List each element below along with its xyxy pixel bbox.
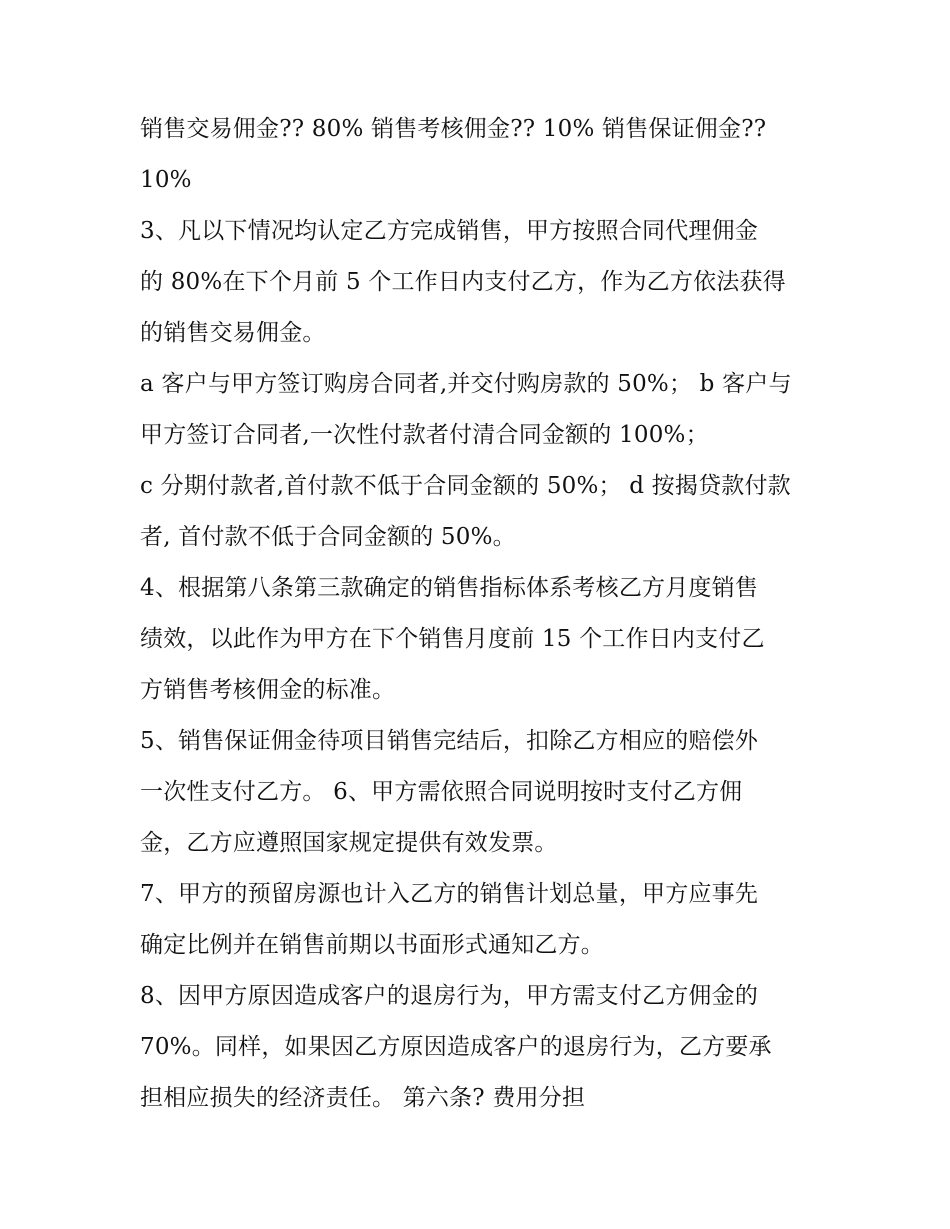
text-line: 担相应损失的经济责任。 第六条? 费用分担 [140, 1085, 586, 1111]
text-line: 8、因甲方原因造成客户的退房行为，甲方需支付乙方佣金的 [140, 983, 759, 1009]
text-line: 5、销售保证佣金待项目销售完结后，扣除乙方相应的赔偿外 [140, 728, 759, 754]
text-line: 3、凡以下情况均认定乙方完成销售，甲方按照合同代理佣金 [140, 218, 759, 244]
text-line: 7、甲方的预留房源也计入乙方的销售计划总量，甲方应事先 [140, 881, 759, 907]
text-line: 4、根据第八条第三款确定的销售指标体系考核乙方月度销售 [140, 575, 759, 601]
text-line: 70%。同样，如果因乙方原因造成客户的退房行为，乙方要承 [140, 1034, 772, 1060]
text-line: 甲方签订合同者,一次性付款者付清合同金额的 100%； [140, 422, 709, 448]
text-line: 者, 首付款不低于合同金额的 50%。 [140, 524, 516, 550]
text-line: 的销售交易佣金。 [140, 320, 326, 346]
text-line: 金，乙方应遵照国家规定提供有效发票。 [140, 830, 558, 856]
document-body [140, 104, 830, 1124]
text-line: 10% [140, 167, 192, 193]
text-line: 销售交易佣金?? 80% 销售考核佣金?? 10% 销售保证佣金?? [140, 116, 767, 142]
text-line: 方销售考核佣金的标准。 [140, 677, 396, 703]
text-line: c 分期付款者,首付款不低于合同金额的 50%； d 按揭贷款付款 [140, 473, 791, 499]
text-line: 的 80%在下个月前 5 个工作日内支付乙方，作为乙方依法获得 [140, 269, 786, 295]
text-line: 确定比例并在销售前期以书面形式通知乙方。 [140, 932, 604, 958]
text-line: a 客户与甲方签订购房合同者,并交付购房款的 50%； b 客户与 [140, 371, 792, 397]
text-line: 绩效，以此作为甲方在下个销售月度前 15 个工作日内支付乙 [140, 626, 765, 652]
text-line: 一次性支付乙方。 6、甲方需依照合同说明按时支付乙方佣 [140, 779, 743, 805]
